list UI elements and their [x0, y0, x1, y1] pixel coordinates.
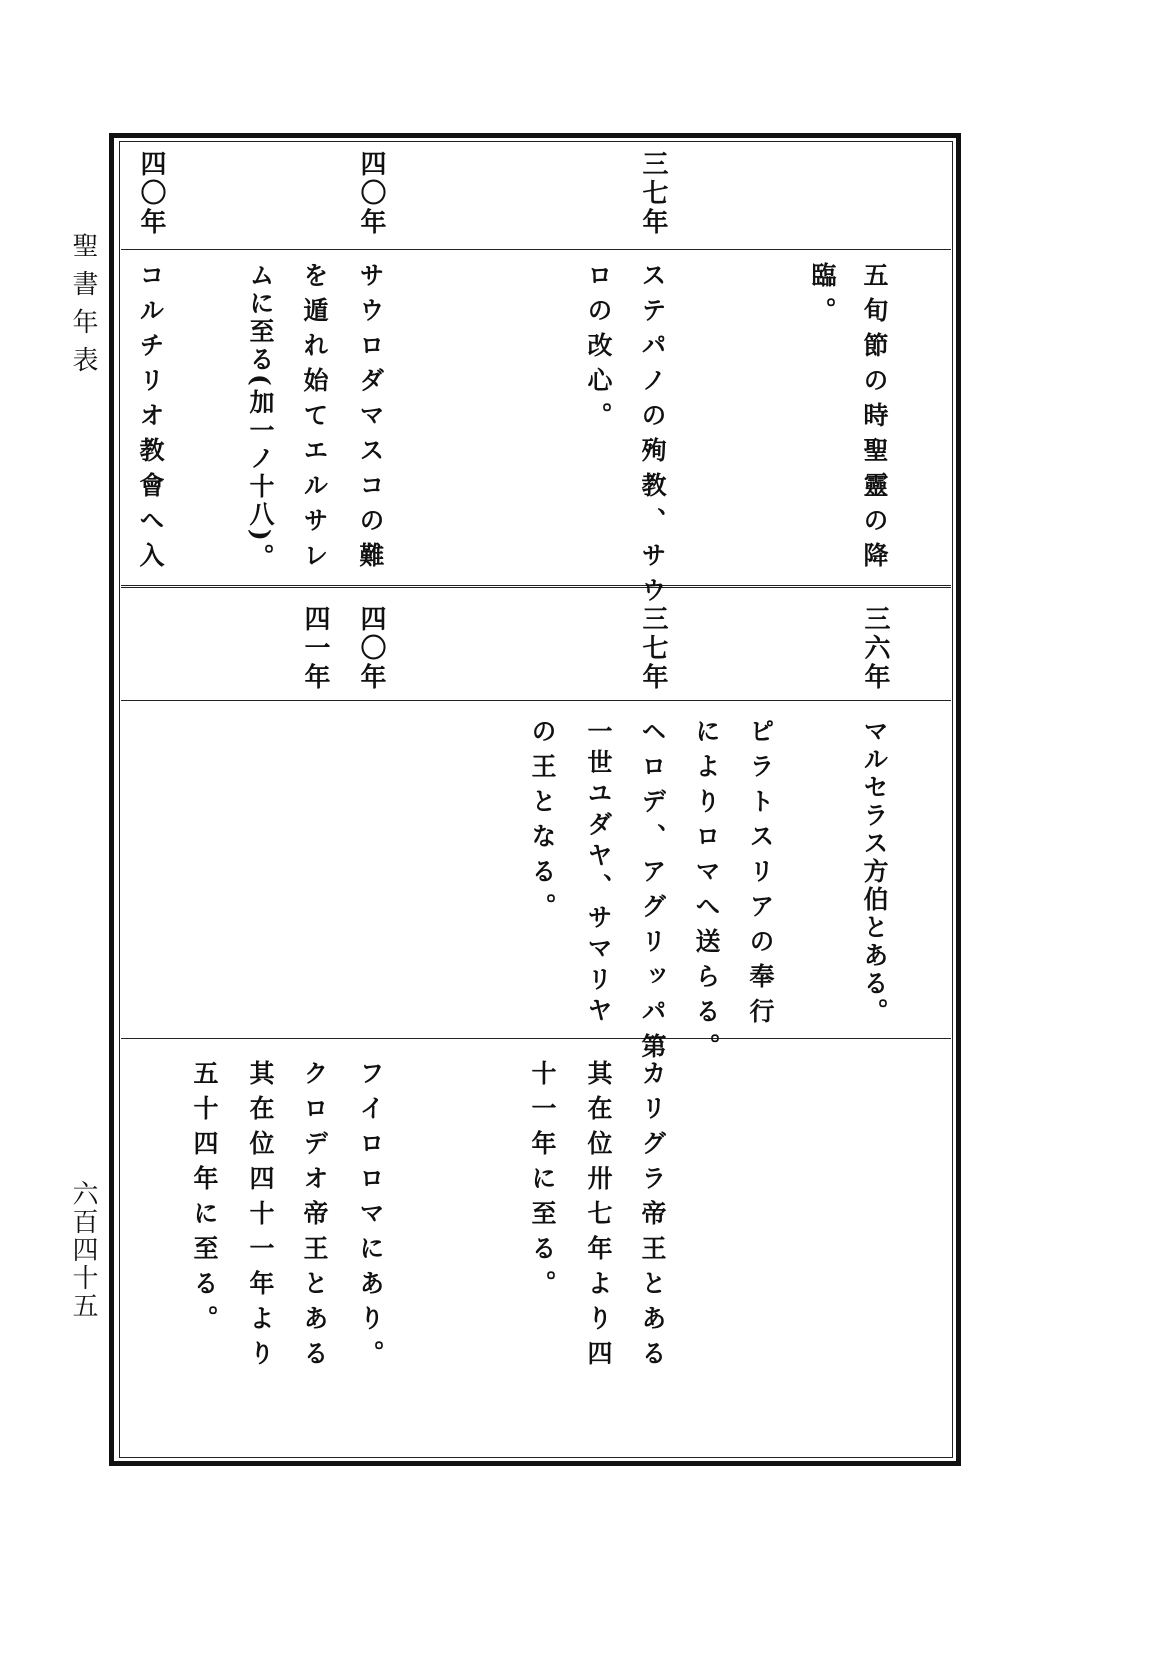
section-divider — [121, 1038, 951, 1039]
year-label: 三七年 — [638, 605, 668, 692]
entry-line: ヘロデ、アグリッパ第 — [638, 718, 667, 1068]
entry-line: 五旬節の時聖靈の降 — [860, 262, 889, 577]
entry-line: 其在位卅七年より四 — [584, 1060, 613, 1375]
entry-line: 臨。 — [808, 262, 837, 332]
entry-line: フイロロマにあり。 — [356, 1060, 385, 1375]
entry-line: ステパノの殉教、サウ — [638, 262, 667, 612]
entry-line: を遁れ始てエルサレ — [300, 262, 329, 577]
year-label: 三七年 — [638, 150, 668, 237]
page-number: 六百四十五 — [68, 1180, 98, 1320]
year-label: 四一年 — [300, 605, 330, 692]
entry-line: 一世ユダヤ、サマリヤ — [584, 718, 613, 1028]
row-divider — [121, 249, 951, 250]
year-label: 四〇年 — [136, 150, 166, 237]
entry-line: コルチリオ教會へ入 — [136, 262, 165, 577]
row-divider — [121, 700, 951, 701]
entry-line: 十一年に至る。 — [528, 1060, 557, 1305]
entry-line: マルセラス方伯とある。 — [860, 718, 889, 1026]
entry-line: クロデオ帝王とある — [300, 1060, 329, 1375]
entry-line: カリグラ帝王とある — [638, 1060, 667, 1375]
entry-line: の王となる。 — [528, 718, 557, 928]
entry-line: サウロダマスコの難 — [356, 262, 385, 577]
entry-line: 五十四年に至る。 — [190, 1060, 219, 1340]
entry-line: ピラトスリアの奉行 — [746, 718, 775, 1033]
running-head: 聖書年表 — [68, 232, 98, 384]
year-label: 四〇年 — [356, 605, 386, 692]
entry-line: ロの改心。 — [584, 262, 613, 437]
section-divider — [121, 585, 951, 591]
entry-line: 其在位四十一年より — [246, 1060, 275, 1375]
entry-line: ムに至る(加一ノ十八)。 — [246, 262, 275, 572]
year-label: 三六年 — [860, 605, 890, 692]
year-label: 四〇年 — [356, 150, 386, 237]
entry-line: によりロマへ送らる。 — [692, 718, 721, 1068]
